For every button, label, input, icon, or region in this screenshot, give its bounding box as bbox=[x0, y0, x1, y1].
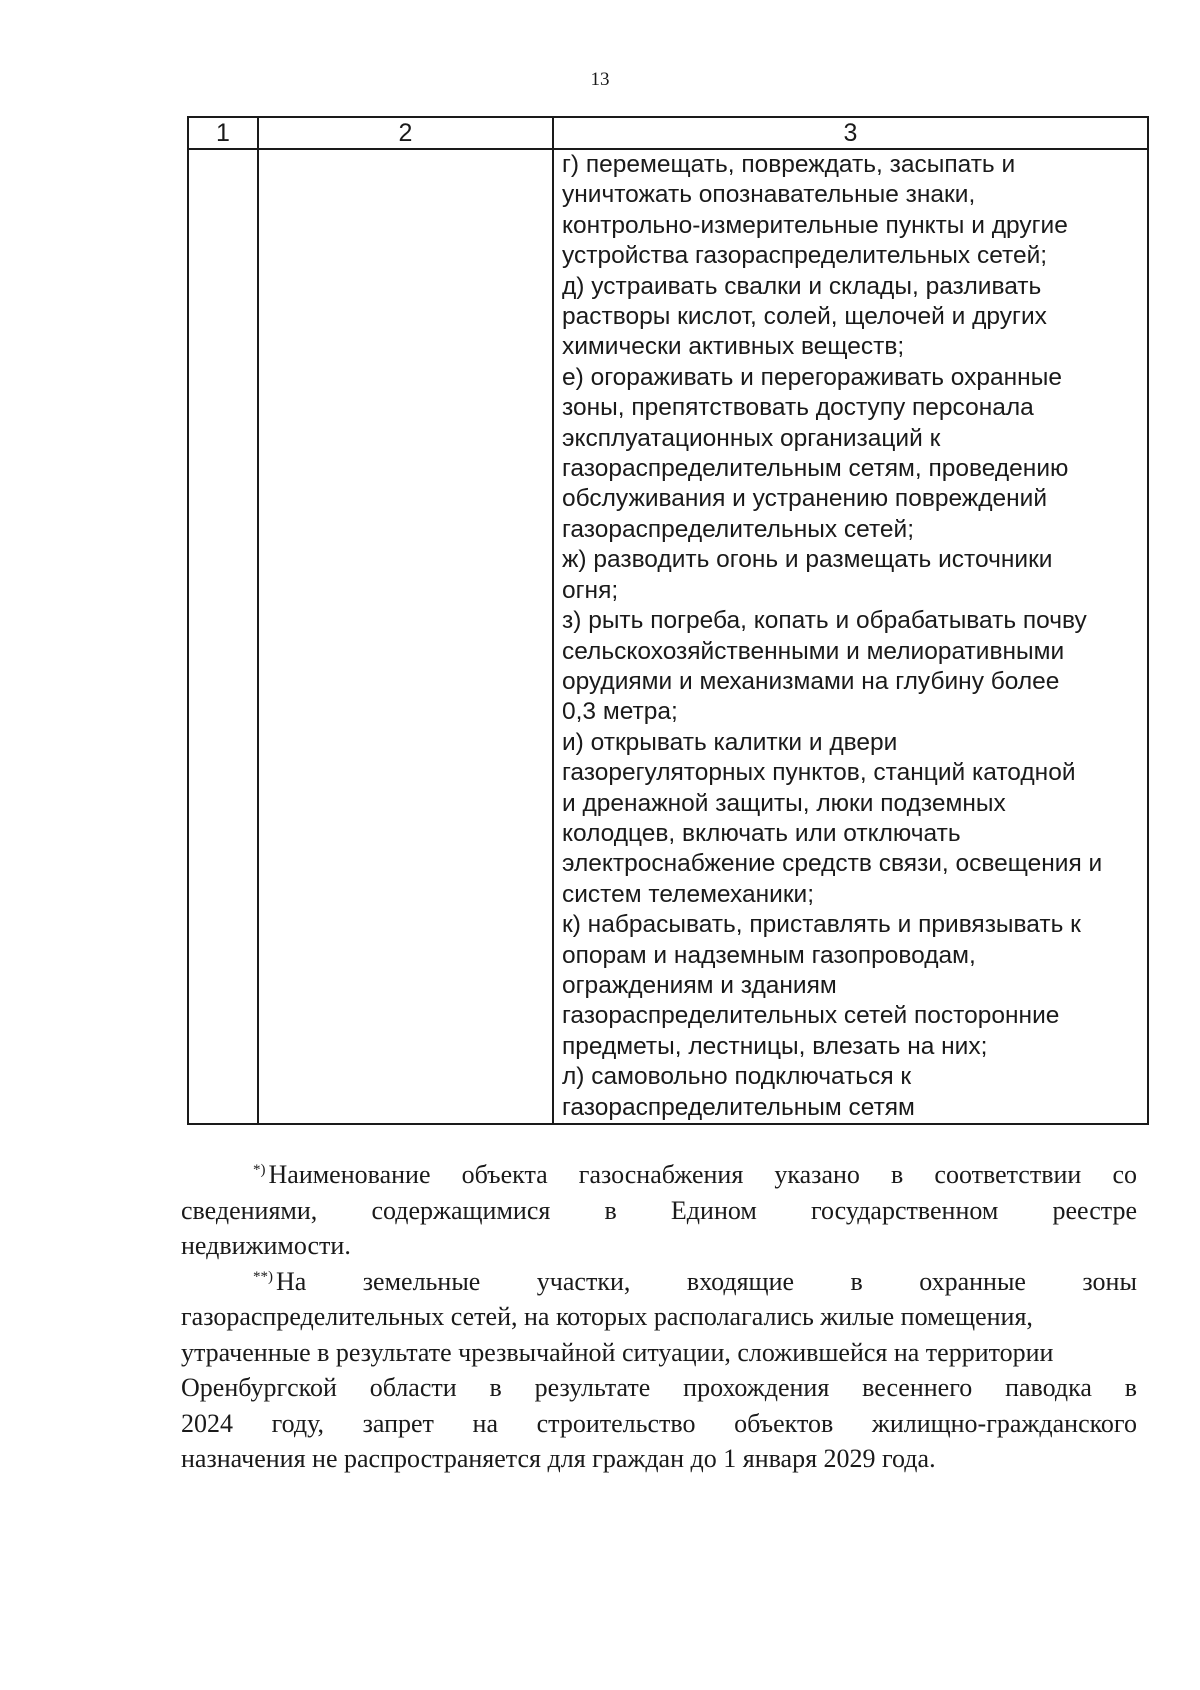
restrictions-list bbox=[554, 150, 1147, 1123]
restriction-line: обслуживания и устранению повреждений bbox=[562, 485, 1048, 513]
restriction-line: сельскохозяйственными и мелиоративными bbox=[562, 637, 1065, 665]
table-row bbox=[188, 149, 1148, 1124]
footnote-word: Едином bbox=[670, 1195, 757, 1225]
restriction-line: уничтожать опознавательные знаки, bbox=[562, 181, 976, 209]
footnote-word: в bbox=[850, 1266, 863, 1296]
restriction-line: л) самовольно подключаться к bbox=[562, 1063, 912, 1091]
footnote-word: соответствии bbox=[934, 1160, 1082, 1189]
restrictions-table bbox=[187, 116, 1149, 1125]
table-cell-col3 bbox=[553, 149, 1148, 1124]
table-cell-col2 bbox=[258, 149, 553, 1124]
footnote-word: области bbox=[369, 1373, 457, 1402]
footnote-word: указано bbox=[774, 1160, 860, 1189]
footnote-word: содержащимися bbox=[371, 1195, 551, 1225]
footnote-word: Оренбургской bbox=[181, 1373, 337, 1402]
footnote-word: на bbox=[472, 1408, 498, 1438]
footnote-word: строительство bbox=[536, 1408, 696, 1438]
footnote-word: охранные bbox=[919, 1266, 1026, 1296]
footnote-word: в bbox=[489, 1373, 502, 1402]
restriction-line: ограждениям и зданиям bbox=[562, 971, 837, 999]
footnote-word: зоны bbox=[1082, 1266, 1137, 1296]
restriction-line: з) рыть погреба, копать и обрабатывать почву bbox=[562, 607, 1087, 635]
restriction-line: химически активных веществ; bbox=[562, 333, 905, 361]
restriction-line: газорегуляторных пунктов, станций катодной bbox=[562, 759, 1076, 787]
footnote-word: запрет bbox=[362, 1408, 434, 1438]
footnote-word: государственном bbox=[810, 1195, 999, 1225]
footnote-word: прохождения bbox=[683, 1373, 830, 1402]
restriction-line: к) набрасывать, приставлять и привязывать к bbox=[562, 911, 1081, 939]
restriction-line: электроснабжение средств связи, освещения и bbox=[562, 850, 1103, 878]
restriction-line: газораспределительным сетям, проведению bbox=[562, 455, 1069, 483]
footnote-1-line-1 bbox=[181, 1157, 1137, 1193]
restriction-line: устройства газораспределительных сетей; bbox=[562, 242, 1048, 270]
restriction-line: е) огораживать и перегораживать охранные bbox=[562, 363, 1062, 391]
column-header-2: 2 bbox=[258, 117, 553, 149]
restriction-line: растворы кислот, солей, щелочей и других bbox=[562, 303, 1047, 331]
footnote-2-line-5 bbox=[181, 1406, 1137, 1442]
footnote-2-line-3: утраченные в результате чрезвычайной ситуации, сложившейся на территории bbox=[181, 1337, 1054, 1367]
footnote-2-line-6: назначения не распространяется для граждан до 1 января 2029 года. bbox=[181, 1444, 936, 1473]
footnote-word: газоснабжения bbox=[578, 1160, 744, 1189]
footnote-word: жилищно-гражданского bbox=[871, 1408, 1137, 1438]
footnote-1-line-2 bbox=[181, 1193, 1137, 1229]
restriction-line: газораспределительных сетей; bbox=[562, 515, 915, 543]
footnote-word: весеннего bbox=[862, 1373, 973, 1402]
footnote-1-marker: *) bbox=[253, 1162, 266, 1178]
restriction-line: эксплуатационных организаций к bbox=[562, 424, 941, 452]
footnote-2-first-word bbox=[253, 1264, 306, 1300]
footnote-word: году, bbox=[271, 1408, 325, 1438]
footnote-word: объекта bbox=[461, 1160, 548, 1189]
restriction-line: орудиями и механизмами на глубину более bbox=[562, 667, 1060, 695]
restriction-line: опорам и надземным газопроводам, bbox=[562, 941, 976, 969]
footnote-2-line-1 bbox=[181, 1264, 1137, 1300]
footnote-word: результате bbox=[534, 1373, 651, 1402]
footnote-word: реестре bbox=[1052, 1195, 1137, 1225]
restriction-line: и) открывать калитки и двери bbox=[562, 728, 898, 756]
footnote-word: в bbox=[891, 1160, 904, 1189]
restriction-line: д) устраивать свалки и склады, разливать bbox=[562, 272, 1042, 300]
table-cell-col1 bbox=[188, 149, 258, 1124]
restriction-line: 0,3 метра; bbox=[562, 698, 678, 726]
restriction-line: газораспределительным сетям bbox=[562, 1093, 915, 1121]
restriction-line: и дренажной защиты, люки подземных bbox=[562, 789, 1006, 817]
footnote-2-marker: **) bbox=[253, 1268, 273, 1285]
footnote-word: в bbox=[604, 1195, 617, 1225]
footnotes bbox=[181, 1157, 1137, 1477]
page-number: 13 bbox=[590, 69, 610, 90]
restriction-line: систем телемеханики; bbox=[562, 880, 815, 908]
footnote-word: Наименование bbox=[268, 1160, 431, 1189]
footnote-word: сведениями, bbox=[181, 1195, 318, 1225]
restriction-line: колодцев, включать или отключать bbox=[562, 819, 961, 847]
table-header-row bbox=[188, 117, 1148, 149]
restriction-line: предметы, лестницы, влезать на них; bbox=[562, 1032, 988, 1060]
footnote-word: паводка bbox=[1005, 1373, 1092, 1402]
footnote-2-line-2: газораспределительных сетей, на которых располагались жилые помещения, bbox=[181, 1302, 1033, 1331]
footnote-word: 2024 bbox=[181, 1408, 233, 1438]
restriction-line: газораспределительных сетей посторонние bbox=[562, 1002, 1060, 1030]
restriction-line: зоны, препятствовать доступу персонала bbox=[562, 394, 1034, 422]
footnote-1-first-word bbox=[253, 1157, 430, 1193]
footnote-word: На bbox=[276, 1266, 307, 1296]
column-header-1: 1 bbox=[188, 117, 258, 149]
footnote-word: земельные bbox=[362, 1266, 481, 1296]
footnote-word: в bbox=[1124, 1373, 1137, 1402]
footnote-2-line-4 bbox=[181, 1370, 1137, 1406]
restriction-line: контрольно-измерительные пункты и другие bbox=[562, 211, 1068, 239]
restriction-line: ж) разводить огонь и размещать источники bbox=[562, 546, 1053, 574]
footnote-1-line-3: недвижимости. bbox=[181, 1231, 351, 1260]
footnote-word: со bbox=[1112, 1160, 1137, 1189]
restriction-line: г) перемещать, повреждать, засыпать и bbox=[562, 151, 1016, 178]
footnote-word: входящие bbox=[686, 1266, 795, 1296]
restriction-line: огня; bbox=[562, 576, 619, 604]
footnote-word: объектов bbox=[734, 1408, 834, 1438]
footnote-word: участки, bbox=[536, 1266, 631, 1296]
column-header-3: 3 bbox=[553, 117, 1148, 149]
